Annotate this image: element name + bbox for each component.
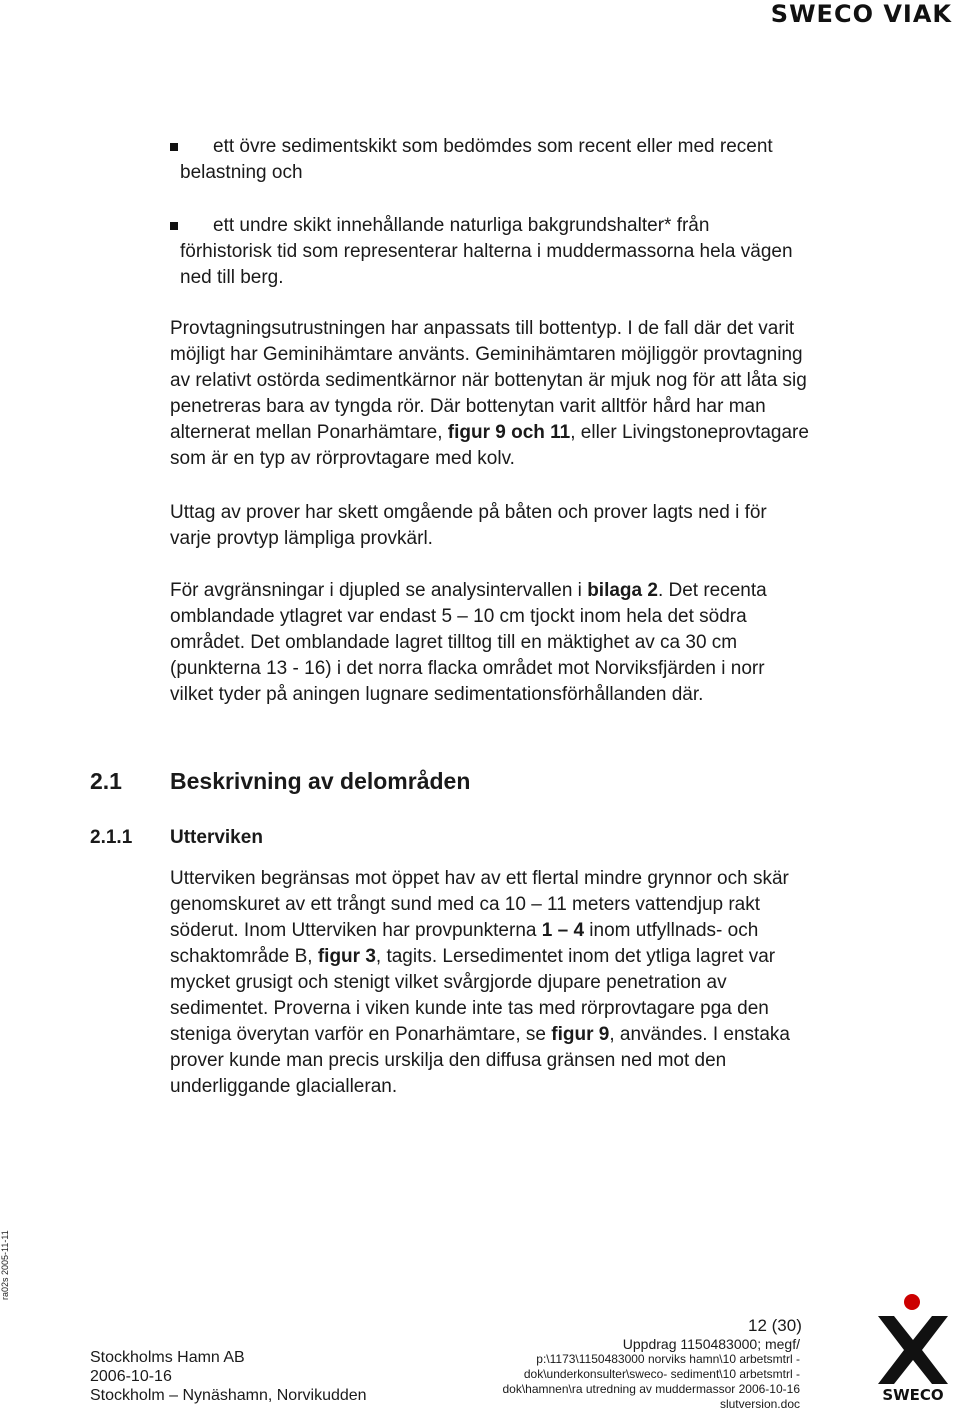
footer-path-line: slutversion.doc xyxy=(719,1397,800,1411)
paragraph-utterviken: Utterviken begränsas mot öppet hav av ett flertal mindre grynnor och skär genomskuret av ett trångt sund med ca 10 – 11 meters vattendjup rakt söderut. Inom Utterviken har provpunkterna 1 – 4 inom utfyllnads- och schaktområde B, figur 3, tagits. Lersedimentet inom det ytliga lagret var mycket grusigt och stenigt vilket svårgjorde djupare penetration av sedimentet. Proverna i viken kunde inte tas med rörprovtagare pga den steniga överytan varför en Ponarhämtare, se figur 9, användes. I enstaka prover kunde man precis urskilja den diffusa gränsen ned mot den underliggande glacialleran. xyxy=(170,868,790,1097)
footer-path-line: p:\1173\1150483000 norviks hamn\10 arbetsmtrl - xyxy=(536,1352,800,1366)
footer-assignment: Uppdrag 1150483000; megf/ xyxy=(622,1336,800,1352)
logo-red-dot xyxy=(904,1294,920,1310)
footer-path-line: dok\hamnen\ra utredning av muddermassor 2006-10-16 xyxy=(502,1382,800,1396)
section-heading: 2.1 Beskrivning av delområden xyxy=(90,768,471,794)
logo-x-mark xyxy=(878,1316,948,1384)
logo-text: SWECO xyxy=(882,1386,944,1402)
footer-project: Stockholm – Nynäshamn, Norvikudden xyxy=(90,1387,367,1404)
bullet-text: ett undre skikt innehållande naturliga bakgrundshalter* från förhistorisk tid som representerar halterna i muddermassorna hela vägen ned till berg. xyxy=(180,215,793,288)
footer-client-info xyxy=(90,1348,367,1405)
bullet-square-icon xyxy=(170,143,178,151)
paragraph-sampling-equipment: Provtagningsutrustningen har anpassats till bottentyp. I de fall där det varit möjligt har Geminihämtare använts. Geminihämtaren möjliggör provtagning av relativt ostörda sedimentkärnor när bottenytan är mjuk nog för att låta sig penetreras bara av tyngda rör. Där bottenytan varit alltför hård har man alternerat mellan Ponarhämtare, figur 9 och 11, eller Livingstoneprovtagare som är en typ av rörprovtagare med kolv. xyxy=(170,318,809,469)
subsection-heading: 2.1.1 Utterviken xyxy=(90,827,263,848)
footer-date: 2006-10-16 xyxy=(90,1368,172,1385)
bullet-item xyxy=(170,213,800,291)
sweco-logo xyxy=(872,1290,954,1402)
sweco-viak-logo: SWECO VIAK xyxy=(770,0,952,28)
bullet-item xyxy=(170,134,800,186)
bullet-square-icon xyxy=(170,222,178,230)
footer-path-line: dok\underkonsulter\sweco- sediment\10 arbetsmtrl - xyxy=(523,1367,800,1381)
paragraph-sample-handling: Uttag av prover har skett omgående på båten och prover lagts ned i för varje provtyp lämpliga provkärl. xyxy=(170,502,767,549)
paragraph-depth-intervals: För avgränsningar i djupled se analysintervallen i bilaga 2. Det recenta omblandade ytlagret var endast 5 – 10 cm tjockt inom hela det södra området. Det omblandade lagret tilltog till en mäktighet av ca 30 cm (punkterna 13 - 16) i det norra flacka området mot Norviksfjärden i norr vilket tyder på aningen lugnare sedimentationsförhållanden där. xyxy=(170,580,767,705)
footer-file-path xyxy=(502,1337,800,1412)
bullet-text: ett övre sedimentskikt som bedömdes som recent eller med recent belastning och xyxy=(180,136,773,183)
document-template-code: ra02s 2005-11-11 xyxy=(0,1230,10,1300)
footer-client-name: Stockholms Hamn AB xyxy=(90,1349,245,1366)
page-number: 12 (30) xyxy=(748,1316,802,1335)
